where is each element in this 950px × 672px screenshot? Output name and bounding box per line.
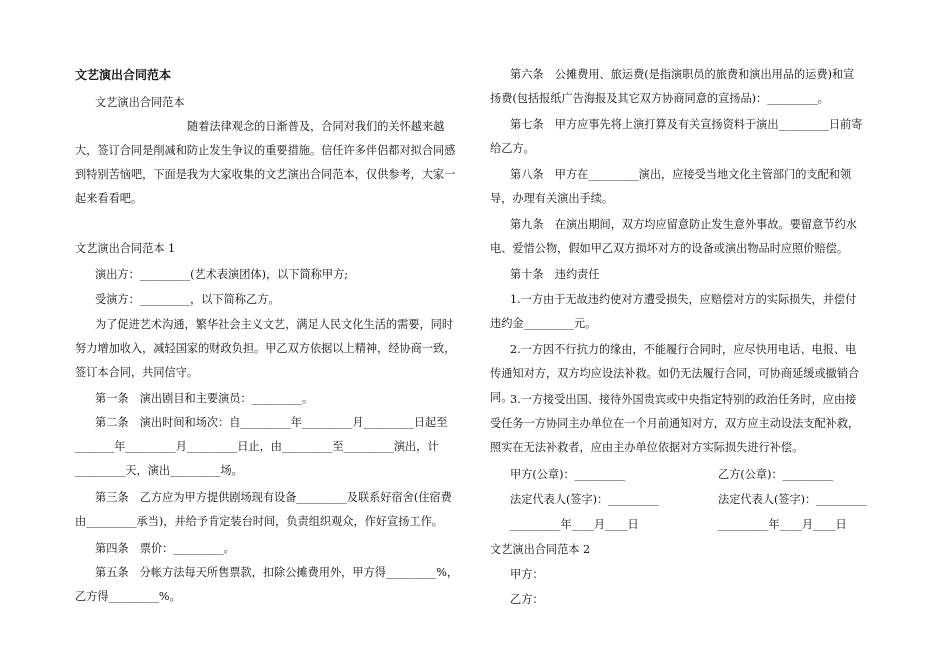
article-5: 第五条 分帐方法每天所售票款，扣除公摊费用外，甲方得_________%，乙方得_________%。: [75, 566, 459, 603]
document-title: 文艺演出合同范本: [75, 68, 172, 82]
party-a-seal: 甲方(公章)：_________: [510, 468, 626, 481]
article-1: 第一条 演出剧目和主要演员：_________。: [95, 392, 314, 405]
intro-paragraph: 随着法律观念的日渐普及，合同对我们的关怀越来越大，签订合同是削减和防止发生争议的重要措施。信任许多伴侣都对拟合同感到特别苦恼吧，下面是我为大家收集的文艺演出合同范本，仅供参考，大家一起来看看吧。: [75, 120, 456, 205]
article-3: 第三条 乙方应为甲方提供剧场现有设备_________及联系好宿舍(住宿费由_________承当)，并给予肯定装台时间，负责组织观众，作好宣扬工作。: [75, 491, 452, 528]
rep-a-signature: 法定代表人(签字)：_________: [510, 493, 659, 506]
purpose-paragraph: 为了促进艺术沟通，繁华社会主义文艺，满足人民文化生活的需要，同时努力增加收入，减轻国家的财政负担。甲乙双方依据以上精神，经协商一致，签订本合同，共同信守。: [75, 318, 456, 379]
article-7: 第七条 甲方应事先将上演打算及有关宣扬资料于演出_________日前寄给乙方。: [490, 118, 863, 155]
article-10: 第十条 违约责任: [510, 268, 600, 281]
article-6: 第六条 公摊费用、旅运费(是指演职员的旅费和演出用品的运费)和宣扬费(包括报纸广告海报及其它双方协商同意的宣扬品)：_________。: [490, 68, 855, 105]
date-b: _________年____月____日: [718, 518, 847, 531]
article-9: 第九条 在演出期间，双方均应留意防止发生意外事故。要留意节约水电、爱惜公物，假如甲乙双方损坏对方的设备或演出物品时应照价赔偿。: [490, 218, 857, 255]
party-b-seal: 乙方(公章)：_________: [718, 468, 834, 481]
breach-item-1: 1.一方由于无故违约使对方遭受损失，应赔偿对方的实际损失，并偿付违约金_________元。: [490, 293, 857, 330]
rep-b-signature: 法定代表人(签字)：_________: [718, 493, 867, 506]
breach-item-3: 3.一方接受出国、接待外国贵宾或中央指定特别的政治任务时，应由接受任务一方协同主办单位在一个月前通知对方，双方应主动设法支配补救，照实在无法补救者，应由主办单位依据对方实际损失进行补偿。: [490, 393, 860, 454]
party-a-label: 甲方：: [510, 568, 544, 581]
date-a: _________年____月____日: [510, 518, 639, 531]
article-2: 第二条 演出时间和场次：自_________年_________月_________日起至_______年_________月_________日止，由_________至_________演出，计_________天，演出_________场。: [75, 416, 448, 477]
document-subtitle: 文艺演出合同范本: [95, 96, 185, 109]
breach-item-2: 2.一方因不行抗力的缘由，不能履行合同时，应尽快用电话、电报、电传通知对方，双方均应设法补救。如仍无法履行合同，可协商延缓或撤销合同。: [490, 343, 860, 404]
sample1-heading: 文艺演出合同范本 1: [75, 242, 176, 255]
sample2-heading: 文艺演出合同范本 2: [490, 543, 591, 556]
receiver-line: 受演方：_________，以下简称乙方。: [95, 293, 280, 306]
performer-line: 演出方：_________(艺术表演团体)，以下简称甲方;: [95, 268, 349, 281]
article-4: 第四条 票价：_________。: [95, 542, 235, 555]
party-b-label: 乙方：: [510, 593, 544, 606]
article-8: 第八条 甲方在_________演出，应接受当地文化主管部门的支配和领导，办理有关演出手续。: [490, 168, 852, 205]
